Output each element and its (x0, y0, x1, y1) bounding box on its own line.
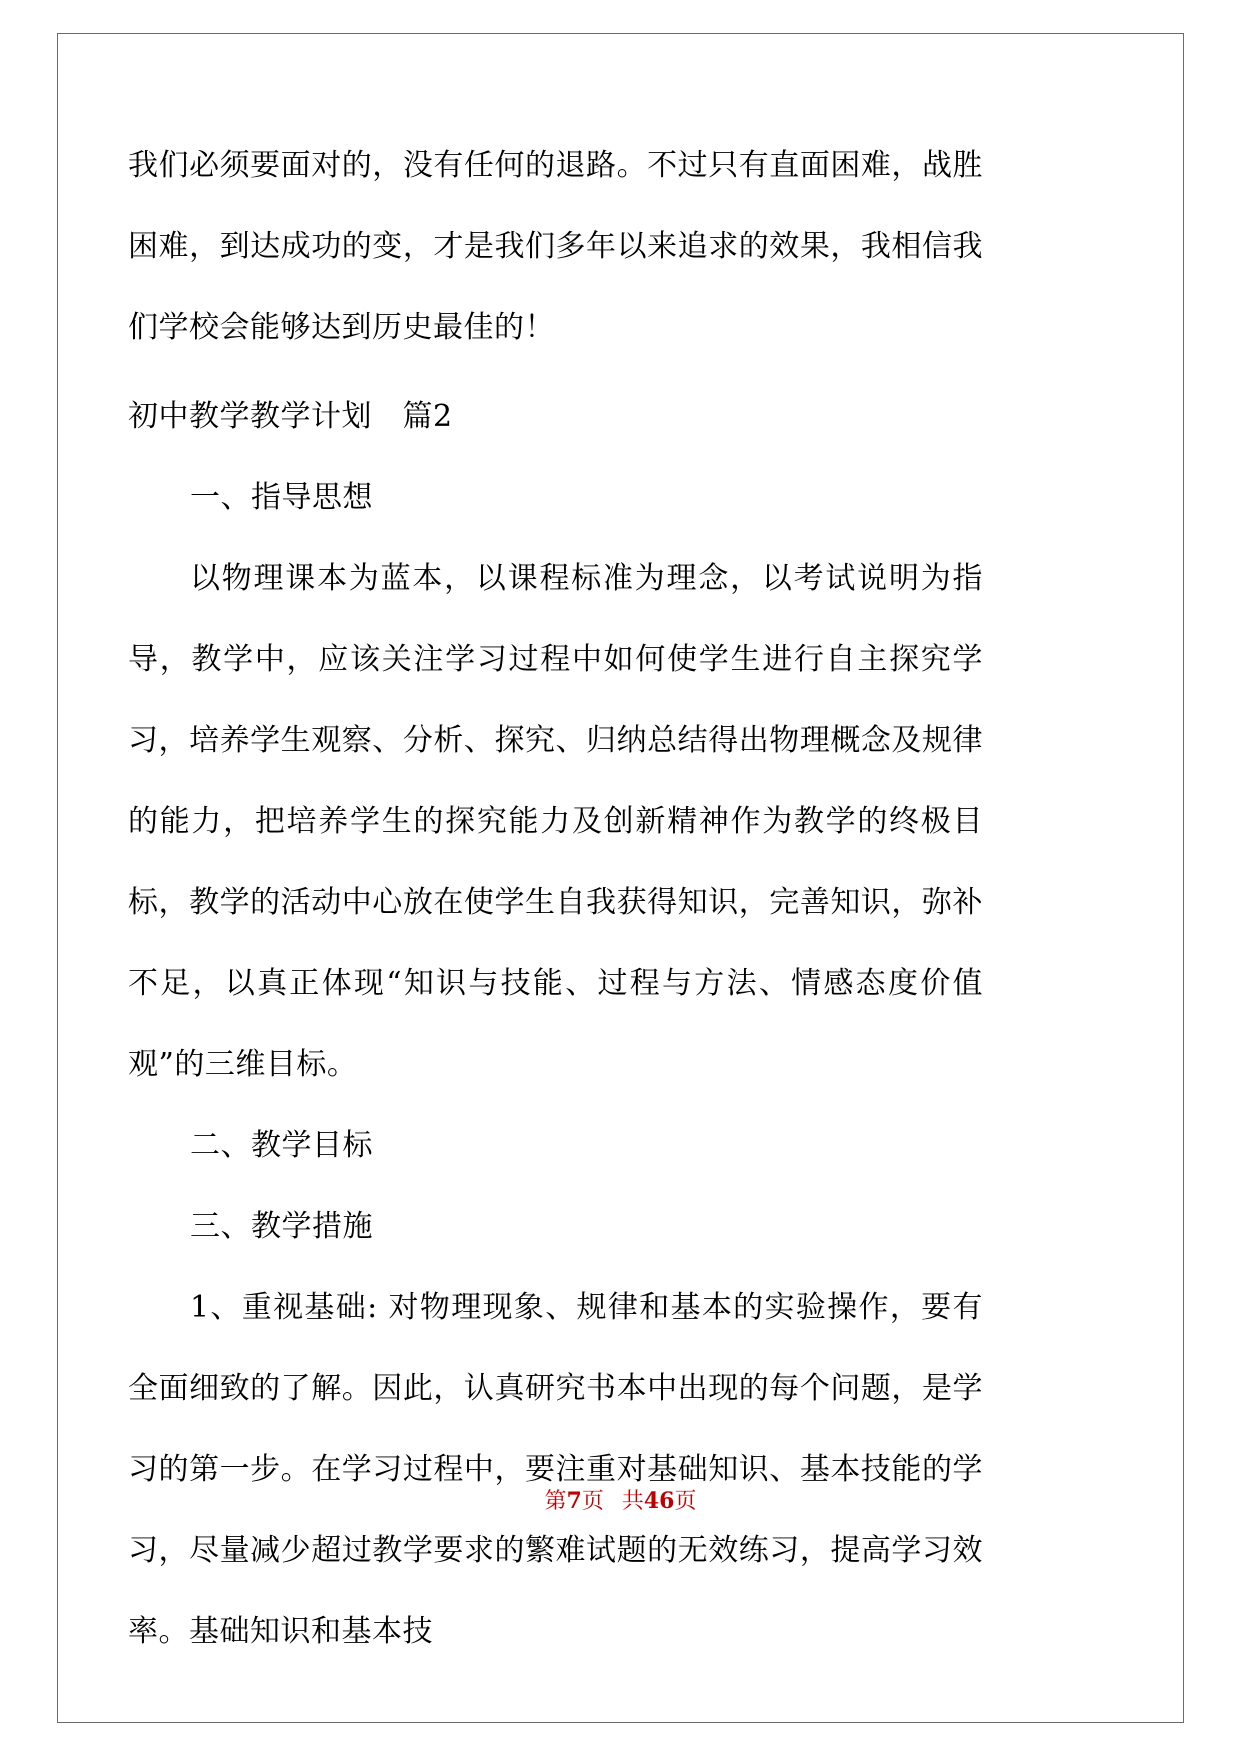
paragraph: 以物理课本为蓝本，以课程标准为理念，以考试说明为指导，教学中，应该关注学习过程中如何使学生进行自主探究学习，培养学生观察、分析、探究、归纳总结得出物理概念及规律的能力，把培养学生的探究能力及创新精神作为教学的终极目标，教学的活动中心放在使学生自我获得知识，完善知识，弥补不足，以真正体现“知识与技能、过程与方法、情感态度价值观”的三维目标。 (128, 561, 983, 1082)
footer-page-prefix: 第 (544, 1489, 567, 1514)
footer-page-suffix: 页 (581, 1489, 604, 1514)
paragraph: 三、教学措施 (190, 1209, 373, 1244)
footer-total-prefix: 共 (621, 1489, 644, 1514)
footer-total-suffix: 页 (674, 1489, 697, 1514)
page-footer (0, 1484, 1241, 1515)
footer-page-number: 7 (566, 1488, 582, 1514)
section-heading: 初中教学教学计划 篇2 (128, 399, 453, 434)
paragraph: 一、指导思想 (190, 480, 373, 515)
footer-total-number: 46 (643, 1488, 675, 1514)
document-body (128, 125, 983, 1672)
paragraph: 我们必须要面对的，没有任何的退路。不过只有直面困难，战胜困难，到达成功的变，才是我们多年以来追求的效果，我相信我们学校会能够达到历史最佳的！ (128, 148, 983, 345)
paragraph: 1、重视基础: 对物理现象、规律和基本的实验操作，要有全面细致的了解。因此，认真研究书本中出现的每个问题，是学习的第一步。在学习过程中，要注重对基础知识、基本技能的学习，尽量减少超过教学要求的繁难试题的无效练习，提高学习效率。基础知识和基本技 (128, 1290, 983, 1649)
paragraph: 二、教学目标 (190, 1128, 373, 1163)
